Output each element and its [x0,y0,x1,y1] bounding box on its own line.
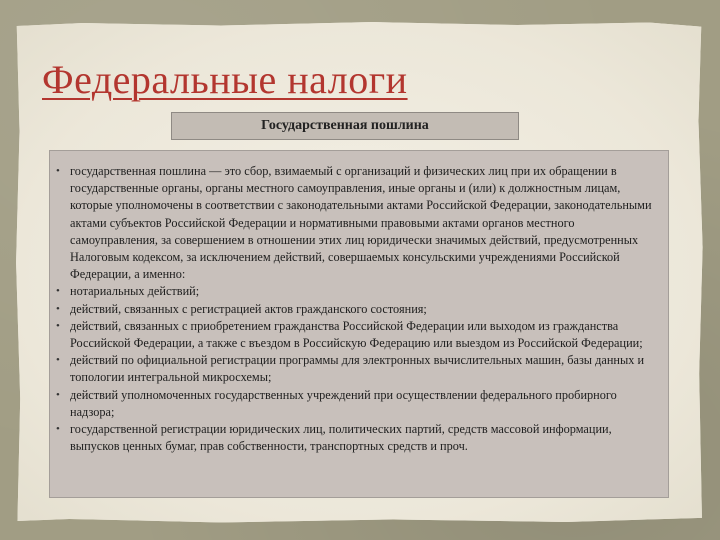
list-item [56,387,660,421]
list-item [56,301,660,318]
bullet-icon: • [56,302,60,315]
list-item-text: действий, связанных с приобретением гражданства Российской Федерации или выходом из гражданства Российской Федерации, а также с въездом в Российскую Федерацию или выездом из Российской Федерации; [70,318,643,351]
bullet-icon: • [56,423,60,436]
list-item [56,352,660,386]
bullet-icon: • [56,165,60,177]
content-box [49,150,669,498]
list-item-text: действий, связанных с регистрацией актов гражданского состояния; [70,301,427,316]
list-item [56,163,660,283]
list-item [56,421,660,455]
list-item-text: нотариальных действий; [70,284,200,299]
list-item-text: государственной регистрации юридических лиц, политических партий, средств массовой информации, выпусков ценных бумаг, прав собственности, транспортных средств и проч. [70,422,612,454]
bullet-icon: • [56,319,60,332]
bullet-icon: • [56,388,60,401]
bullet-list [50,151,668,455]
list-item [56,283,660,300]
list-item [56,318,660,352]
bullet-icon: • [56,285,60,298]
slide-title: Федеральные налоги [42,57,408,102]
list-item-text: государственная пошлина — это сбор, взимаемый с организаций и физических лиц при их обращении в государственные органы, органы местного самоуправления, иные органы и (или) к должностным лицам, которые уполномочены в соответствии с законодательными актами Российской Федерации, законодательными актами субъектов Российской Федерации и нормативными правовыми актами органов местного самоуправления, за совершением в отношении этих лиц юридически значимых действий, предусмотренных Налоговым кодексом, за исключением действий, совершаемых консульскими учреждениями Российской Федерации, а именно: [70,164,652,282]
list-item-text: действий уполномоченных государственных учреждений при осуществлении федерального пробирного надзора; [70,387,617,419]
list-item-text: действий по официальной регистрации программы для электронных вычислительных машин, базы данных и топологии интегральной микросхемы; [70,353,645,385]
bullet-icon: • [56,354,60,367]
slide-subtitle: Государственная пошлина [171,112,519,140]
